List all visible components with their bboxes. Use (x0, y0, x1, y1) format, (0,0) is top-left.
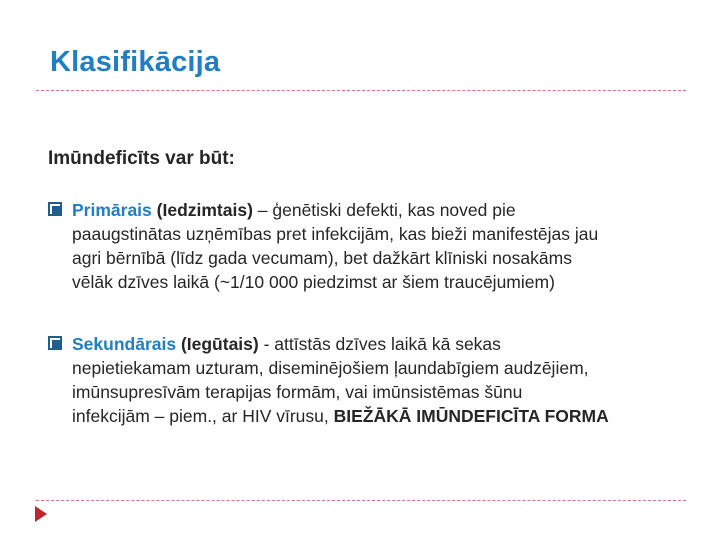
bullet-primary (48, 198, 688, 294)
red-triangle-arrow-icon[interactable] (34, 505, 48, 523)
title-divider (36, 90, 686, 91)
bullet-primary-line: agri bērnībā (līdz gada vecumam), bet dažkārt klīniski nosakāms (72, 248, 572, 268)
bullet-secondary-emphasis: BIEŽĀKĀ IMŪNDEFICĪTA FORMA (333, 406, 609, 426)
slide-title: Klasifikācija (50, 46, 221, 78)
bullet-secondary-last-line (48, 404, 688, 428)
bullet-primary-line: vēlāk dzīves laikā (~1/10 000 piedzimst ar šiem traucējumiem) (72, 272, 555, 292)
intro-text: Imūndeficīts var būt: (48, 148, 235, 169)
footer-divider (36, 500, 686, 501)
bullet-secondary-line: imūnsupresīvām terapijas formām, vai imūnsistēmas šūnu (72, 382, 523, 402)
paren-secondary: (Iegūtais) (176, 334, 259, 354)
bullet-secondary-first-line (48, 332, 688, 356)
lead-secondary: - attīstās dzīves laikā kā sekas (258, 334, 501, 354)
checkbox-bullet-icon (48, 202, 62, 216)
paren-primary: (Iedzimtais) (151, 200, 253, 220)
term-secondary: Sekundārais (72, 334, 177, 354)
bullet-secondary (48, 332, 688, 428)
bullet-secondary-last-plain: infekcijām – piem., ar HIV vīrusu, (72, 406, 334, 426)
bullet-primary-line: paaugstinātas uzņēmības pret infekcijām, kas bieži manifestējas jau (72, 224, 599, 244)
bullet-secondary-line: nepietiekamam uzturam, diseminējošiem ļaundabīgiem audzējiem, (72, 358, 589, 378)
bullet-primary-first-line (48, 198, 688, 222)
lead-primary: – ģenētiski defekti, kas noved pie (252, 200, 516, 220)
checkbox-bullet-icon (48, 336, 62, 350)
term-primary: Primārais (72, 200, 152, 220)
